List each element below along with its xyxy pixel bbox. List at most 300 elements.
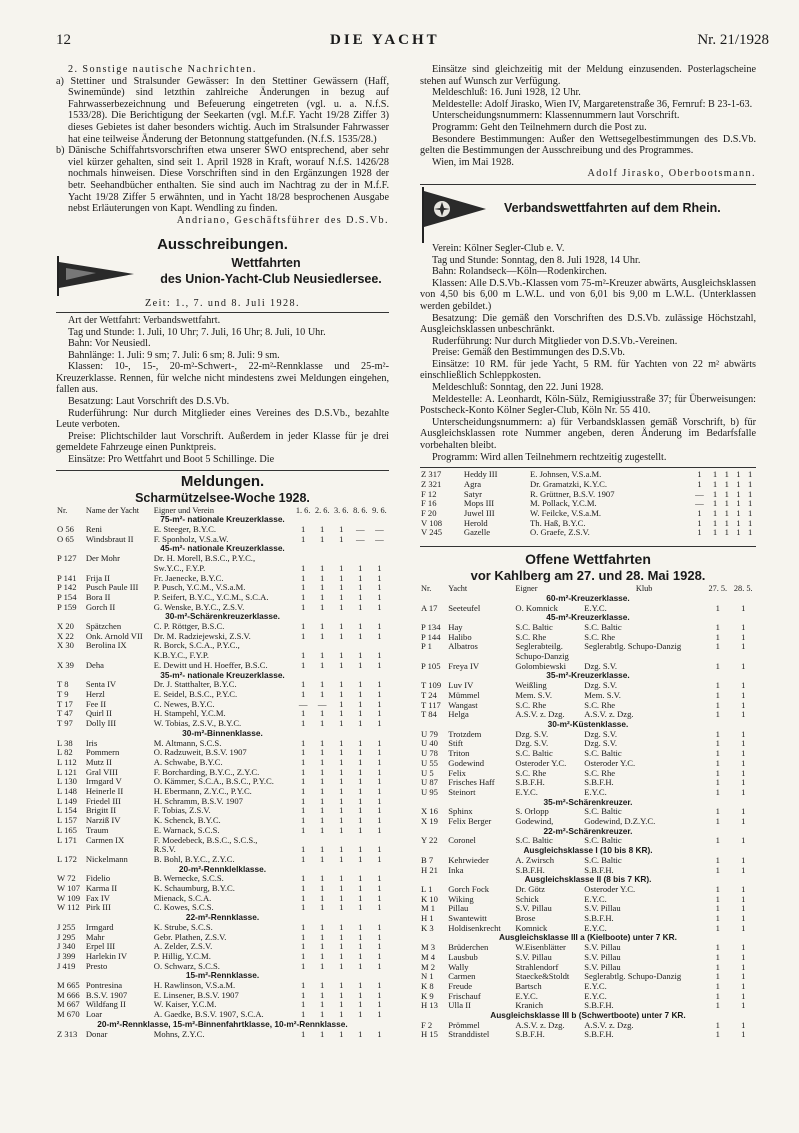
table-cell: E.Y.C. — [584, 990, 607, 1001]
table-cell: P. Hillig, Y.C.M. — [153, 950, 211, 961]
table-cell: 1 — [320, 941, 325, 952]
table-cell: 1 — [377, 921, 382, 932]
table-cell: U 79 — [421, 728, 438, 739]
table-cell: Helga — [448, 709, 469, 720]
class-heading: 35-m²-Kreuzerklasse. — [546, 670, 630, 681]
table-cell: 1 — [300, 747, 306, 758]
table-cell: 1 — [377, 989, 382, 1000]
table-cell: Gorch II — [85, 601, 116, 612]
table-cell: 1 — [724, 498, 729, 509]
table-cell: 1 — [358, 747, 363, 758]
table-cell: Z 321 — [421, 478, 442, 489]
table-cell: 1 — [300, 630, 306, 641]
table-cell: S.V. Pillau — [584, 903, 621, 914]
table-cell: Brüderchen — [448, 942, 489, 953]
table-cell: L 148 — [57, 786, 77, 797]
table-cell: P 142 — [57, 582, 77, 593]
table-cell: 1 — [300, 1028, 306, 1039]
table-cell: 1 — [741, 864, 746, 875]
table-cell: 1 — [377, 756, 382, 767]
table-cell: 1 — [358, 824, 363, 835]
table-cell: 1 — [358, 931, 363, 942]
table-cell: 1 — [712, 498, 718, 509]
table-cell: Osteroder Y.C. — [515, 757, 567, 768]
table-cell: Wiking — [448, 893, 474, 904]
table-cell: W. Tobias, Z.S.V., B.Y.C. — [153, 718, 242, 729]
table-cell: 1 — [320, 950, 325, 961]
table-cell: X 16 — [421, 806, 438, 817]
table-cell: 1 — [358, 892, 363, 903]
table-cell: 1 — [377, 659, 382, 670]
paragraph: Tag und Stunde: 1. Juli, 10 Uhr; 7. Juli, 16 Uhr; 8. Juli, 10 Uhr. — [68, 326, 326, 338]
table-cell: S. Orlopp — [515, 806, 549, 817]
table-cell: A.S.V. z. Dzg. — [515, 1019, 565, 1030]
table-cell: 1 — [320, 591, 325, 602]
table-cell: 1 — [300, 601, 306, 612]
table-cell: Prömmel — [448, 1019, 480, 1030]
table-cell: 1 — [741, 903, 746, 914]
table-cell: T 9 — [57, 688, 69, 699]
table-cell: Luv IV — [448, 680, 474, 691]
table-cell: Mahr — [85, 931, 105, 942]
table-cell: W 112 — [57, 902, 80, 913]
table-cell: 1 — [320, 756, 325, 767]
table-cell: Erpel III — [85, 941, 116, 952]
table-cell: 1 — [300, 533, 306, 544]
table-cell: 1 — [300, 950, 306, 961]
table-cell: 1 — [377, 1009, 382, 1020]
table-cell: P 159 — [57, 601, 77, 612]
table-cell: 1 — [320, 679, 325, 690]
table-cell: W. Feilcke, V.S.a.M. — [530, 508, 602, 519]
table-cell: 1 — [741, 680, 746, 691]
table-cell: W 107 — [57, 883, 80, 894]
table-cell: 1 — [339, 601, 344, 612]
table-cell: 1 — [377, 688, 382, 699]
table-cell: Freya IV — [448, 660, 480, 671]
paragraph: Unterscheidungsnummern: Klassennummern laut Vorschrift. — [432, 110, 680, 122]
table-cell: Schupo-Danzig — [515, 651, 569, 662]
table-cell: 1 — [715, 835, 720, 846]
table-cell: 1 — [747, 508, 753, 519]
table-cell: Coronel — [448, 835, 476, 846]
table-cell: 1 — [715, 621, 720, 632]
table-cell: 1 — [715, 767, 720, 778]
section-heading: Verbandswettfahrten auf dem Rhein. — [504, 200, 721, 215]
table-cell: 1 — [741, 961, 746, 972]
table-cell: Windsbraut II — [85, 533, 134, 544]
table-cell: Carmen — [448, 971, 476, 982]
table-cell: 1 — [377, 630, 382, 641]
table-cell: 1 — [300, 873, 306, 884]
table-cell: Pusch Paule III — [85, 582, 139, 593]
table-cell: T 24 — [421, 689, 437, 700]
class-heading: 30-m²-Küstenklasse. — [547, 718, 629, 729]
table-cell: 1 — [724, 527, 729, 538]
table-cell: 1 — [300, 524, 306, 535]
table-cell: 1 — [741, 922, 746, 933]
table-cell: 1 — [377, 718, 382, 729]
table-cell: Satyr — [463, 488, 482, 499]
table-cell: 1 — [358, 582, 363, 593]
table-cell: 1 — [339, 980, 344, 991]
table-cell: L 165 — [57, 824, 77, 835]
table-cell: 1 — [736, 517, 741, 528]
table-cell: Trotzdem — [448, 728, 482, 739]
table-cell: Senta IV — [85, 679, 117, 690]
table-cell: 1 — [339, 630, 344, 641]
table-cell: Onk. Arnold VII — [85, 630, 143, 641]
table-cell: Godewind, D.Z.Y.C. — [584, 816, 656, 827]
table-cell: U 87 — [421, 777, 438, 788]
class-heading: 35-m²-Schärenkreuzer. — [543, 796, 633, 807]
table-cell: M 670 — [57, 1009, 80, 1020]
table-cell: 1 — [358, 688, 363, 699]
table-cell: U 5 — [421, 767, 434, 778]
table-cell: Osteroder Y.C. — [584, 757, 636, 768]
table-cell: 1 — [715, 961, 720, 972]
table-cell: J 419 — [57, 960, 76, 971]
table-cell: 1 — [741, 757, 746, 768]
section-heading: Ausschreibungen. — [157, 236, 288, 254]
table-cell: 1 — [339, 572, 344, 583]
table-cell: Dzg. S.V. — [584, 680, 618, 691]
table-cell: 1 — [300, 999, 306, 1010]
table-cell: O. Kämmer, S.C.A., B.S.C., P.Y.C. — [153, 776, 274, 787]
table-cell: 1 — [358, 601, 363, 612]
table-cell: Dr. Götz — [515, 883, 545, 894]
table-cell: H 1 — [421, 913, 434, 924]
table-cell: Dzg. S.V. — [515, 738, 549, 749]
table-cell: 1 — [358, 980, 363, 991]
table-cell: Z 313 — [57, 1028, 78, 1039]
table-cell: Berolina IX — [85, 640, 127, 651]
table-cell: 1 — [300, 989, 306, 1000]
table-cell: E.Y.C. — [584, 980, 607, 991]
table-cell: 1 — [300, 815, 306, 826]
table-cell: 1 — [377, 980, 382, 991]
table-cell: E. Warnack, S.C.S. — [153, 824, 220, 835]
table-cell: 1 — [724, 469, 729, 480]
table-cell: Reni — [85, 524, 103, 535]
table-cell: 1 — [377, 621, 382, 632]
table-cell: 1 — [300, 572, 306, 583]
table-cell: M 667 — [57, 999, 80, 1010]
table-cell: Quirl II — [85, 708, 112, 719]
table-cell: X 22 — [57, 630, 74, 641]
table-cell: Fidelio — [85, 873, 111, 884]
table-cell: 1 — [320, 1028, 325, 1039]
class-heading: 45-m²-Kreuzerklasse. — [546, 612, 630, 623]
table-cell: 1 — [320, 815, 325, 826]
paragraph: Meldeschluß: 16. Juni 1928, 12 Uhr. — [432, 87, 581, 99]
table-row — [420, 642, 756, 652]
table-cell: 1 — [358, 679, 363, 690]
divider — [420, 467, 756, 468]
table-cell: 1 — [339, 756, 344, 767]
column-header: Nr. — [57, 505, 68, 515]
table-cell: O. Komnick — [515, 602, 558, 613]
table-cell: 1 — [300, 892, 306, 903]
table-cell: 1 — [747, 478, 753, 489]
table-cell: 1 — [715, 689, 720, 700]
table-cell: B. Wernecke, S.C.S. — [153, 873, 224, 884]
table-cell: A.S.V. z. Dzg. — [515, 709, 565, 720]
table-cell: 1 — [736, 478, 741, 489]
table-cell: 1 — [300, 931, 306, 942]
table-cell: 1 — [339, 650, 344, 661]
table-cell: E. Linsener, B.S.V. 1907 — [153, 989, 239, 1000]
table-cell: 1 — [358, 572, 363, 583]
table-cell: L 38 — [57, 737, 73, 748]
table-cell: Irmgard — [85, 921, 114, 932]
table-cell: 1 — [377, 805, 382, 816]
table-cell: 1 — [747, 488, 753, 499]
table-cell: 1 — [300, 708, 306, 719]
table-cell: Harlekin IV — [85, 950, 128, 961]
table-cell: Herzl — [85, 688, 105, 699]
table-cell: 1 — [339, 921, 344, 932]
table-cell: 1 — [320, 786, 325, 797]
table-cell: Gebr. Plathen, Z.S.V. — [153, 931, 227, 942]
class-heading: 60-m²-Kreuzerklasse. — [546, 592, 630, 603]
table-cell: H. Ebermann, Z.Y.C., P.Y.C. — [153, 786, 252, 797]
table-cell: Pontresina — [85, 980, 123, 991]
table-cell: 1 — [320, 999, 325, 1010]
table-cell: 1 — [320, 931, 325, 942]
table-cell: 1 — [377, 1028, 382, 1039]
table-cell: J 340 — [57, 941, 76, 952]
table-cell: M 1 — [421, 903, 436, 914]
table-cell: 1 — [339, 1009, 344, 1020]
table-cell: C. Kowes, S.C.S. — [153, 902, 214, 913]
table-cell: X 39 — [57, 659, 74, 670]
table-cell: Osteroder Y.C. — [584, 883, 636, 894]
table-cell: S.B.F.H. — [584, 913, 614, 924]
table-cell: A. Zelder, Z.S.V. — [153, 941, 213, 952]
paragraph: Bahn: Rolandseck—Köln—Rodenkirchen. — [432, 266, 607, 278]
table-cell: 1 — [377, 582, 382, 593]
paragraph: Meldestelle: A. Leonhardt, Köln-Sülz, Remigiusstraße 37; für Überweisungen: Postscheck-Konto Kölner Segler-Club, Köln Nr. 55 410. — [420, 393, 756, 417]
table-cell: A. Gaedke, B.S.V. 1907, S.C.A. — [153, 1009, 264, 1020]
table-cell: S.C. Baltic — [515, 835, 553, 846]
table-cell: C. P. Röttger, B.S.C. — [153, 621, 225, 632]
table-cell: Brigitt II — [85, 805, 117, 816]
table-cell: S.B.F.H. — [515, 864, 545, 875]
table-cell: Dzg. S.V. — [584, 738, 618, 749]
table-cell: S.B.F.H. — [584, 1000, 614, 1011]
table-cell: 1 — [339, 795, 344, 806]
table-cell: 1 — [741, 621, 746, 632]
paragraph: Meldeschluß: Sonntag, den 22. Juni 1928. — [432, 382, 604, 394]
table-cell: Fee II — [85, 698, 107, 709]
table-cell: — — [375, 524, 384, 535]
table-cell: Stift — [448, 738, 464, 749]
table-cell: Lausbub — [448, 951, 478, 962]
table-row — [420, 528, 756, 538]
table-cell: L 82 — [57, 747, 73, 758]
table-cell: 1 — [741, 786, 746, 797]
table-cell: 1 — [358, 815, 363, 826]
table-cell: 1 — [715, 631, 720, 642]
table-cell: 1 — [300, 562, 306, 573]
table-cell: 1 — [747, 498, 753, 509]
table-cell: 1 — [358, 805, 363, 816]
table-cell: 1 — [320, 747, 325, 758]
table-cell: 1 — [320, 873, 325, 884]
table-cell: E.Y.C. — [515, 990, 538, 1001]
table-cell: 1 — [320, 844, 325, 855]
table-cell: 1 — [712, 478, 718, 489]
paragraph: Besondere Bestimmungen: Außer den Wettsegelbestimmungen des D.S.Vb. gelten die Bestimmungen der Ausschreibung und des Programmes. — [420, 133, 756, 157]
table-cell: — — [695, 498, 704, 509]
table-cell: 1 — [377, 960, 382, 971]
table-cell: L 172 — [57, 853, 77, 864]
table-cell: M. Pollack, Y.C.M. — [530, 498, 597, 509]
table-cell: 1 — [715, 990, 720, 1001]
class-heading: 22-m²-Schärenkreuzer. — [543, 825, 633, 836]
table-cell: Swantewitt — [448, 913, 487, 924]
table-cell: 1 — [320, 989, 325, 1000]
table-cell: P 127 — [57, 553, 77, 564]
table-cell: 1 — [320, 921, 325, 932]
table-cell: 1 — [358, 1028, 363, 1039]
table-cell: S.B.F.H. — [584, 777, 614, 788]
table-cell: 1 — [697, 508, 702, 519]
table-cell: 1 — [377, 650, 382, 661]
table-cell: 1 — [300, 718, 306, 729]
table-cell: 1 — [300, 659, 306, 670]
table-cell: X 30 — [57, 640, 74, 651]
table-cell: 1 — [741, 699, 746, 710]
paragraph: Besatzung: Laut Vorschrift des D.S.Vb. — [68, 396, 230, 408]
table-cell: Juwel III — [463, 508, 495, 519]
divider — [56, 470, 389, 471]
table-cell: 1 — [300, 766, 306, 777]
table-cell: Pillau — [448, 903, 469, 914]
table-cell: Stranddistel — [448, 1029, 490, 1040]
table-cell: S.C. Rhe — [515, 631, 547, 642]
table-cell: 1 — [715, 816, 720, 827]
table-cell: 1 — [724, 488, 729, 499]
table-cell: 1 — [320, 892, 325, 903]
entries-table — [56, 506, 389, 1040]
table-cell: 1 — [715, 854, 720, 865]
table-cell: T 8 — [57, 679, 69, 690]
event-title: Wettfahrten — [231, 256, 301, 271]
table-cell: 1 — [339, 621, 344, 632]
table-cell: 1 — [741, 709, 746, 720]
table-cell: Wally — [448, 961, 469, 972]
table-cell: Mohns, Z.Y.C. — [153, 1028, 205, 1039]
table-cell: 1 — [358, 776, 363, 787]
class-heading: Ausgleichsklasse III b (Schwertboote) unter 7 KR. — [490, 1010, 686, 1021]
table-cell: 1 — [358, 766, 363, 777]
continued-lines — [420, 64, 756, 157]
table-cell: S.C. Baltic — [584, 748, 622, 759]
table-cell: 1 — [736, 469, 741, 480]
table-cell: S.C. Baltic — [584, 621, 622, 632]
table-cell: 1 — [715, 1029, 720, 1040]
club-flag-block — [420, 187, 756, 243]
table-cell: 1 — [377, 941, 382, 952]
table-cell: Pommern — [85, 747, 120, 758]
table-cell: E.Y.C. — [584, 922, 607, 933]
table-cell: O. Radzuweit, B.S.V. 1907 — [153, 747, 247, 758]
table-cell: O. Graefe, Z.S.V. — [530, 527, 590, 538]
table-cell: N 1 — [421, 971, 434, 982]
table-cell: 1 — [741, 971, 746, 982]
table-cell: 1 — [358, 650, 363, 661]
table-cell: 1 — [300, 960, 306, 971]
paragraph: Klassen: 10-, 15-, 20-m²-Schwert-, 22-m²-Rennklasse und 25-m²-Kreuzerklasse. Rennen, für welche nicht mindestens zwei Meldungen eingehen, fallen aus. — [56, 361, 389, 396]
table-cell: Sphinx — [448, 806, 473, 817]
right-column — [420, 64, 756, 1040]
table-cell: M 2 — [421, 961, 436, 972]
table-cell: 1 — [697, 469, 702, 480]
table-cell: B.S.V. 1907 — [85, 989, 128, 1000]
paragraph: Preise: Gemäß den Bestimmungen des D.S.Vb. — [432, 347, 625, 359]
table-cell: 1 — [300, 737, 306, 748]
flag-icon — [420, 187, 490, 243]
table-cell: 1 — [339, 679, 344, 690]
table-cell: P 134 — [421, 621, 441, 632]
table-cell: 1 — [300, 902, 306, 913]
table-cell: 1 — [741, 913, 746, 924]
table-cell: H. Schramm, B.S.V. 1907 — [153, 795, 243, 806]
table-cell: 1 — [339, 1028, 344, 1039]
table-cell: Mienack, S.C.A. — [153, 892, 212, 903]
table-cell: 1 — [320, 960, 325, 971]
table-cell: F. Tobias, Z.S.V. — [153, 805, 211, 816]
table-cell: K 10 — [421, 893, 438, 904]
table-cell: 1 — [741, 854, 746, 865]
table-cell: U 55 — [421, 757, 438, 768]
table-cell: Dr. H. Morell, B.S.C., P.Y.C., — [153, 553, 256, 564]
section-heading: Meldungen. — [180, 472, 265, 490]
table-cell: Hay — [448, 621, 463, 632]
table-cell: S.C. Baltic — [515, 748, 553, 759]
table-cell: 1 — [697, 478, 702, 489]
table-cell: L 121 — [57, 766, 77, 777]
table-cell: 1 — [741, 1000, 746, 1011]
table-cell: 1 — [300, 688, 306, 699]
table-cell: 1 — [377, 795, 382, 806]
table-cell: M. Altmann, S.C.S. — [153, 737, 222, 748]
table-cell: J 399 — [57, 950, 76, 961]
table-cell: Dzg. S.V. — [584, 728, 618, 739]
table-cell: 1 — [320, 582, 325, 593]
table-cell: 1 — [724, 478, 729, 489]
table-cell: F. Borcharding, B.Y.C., Z.Y.C. — [153, 766, 260, 777]
table-title: Offene Wettfahrten — [525, 551, 651, 568]
table-cell: A 17 — [421, 602, 438, 613]
table-cell: 1 — [741, 748, 746, 759]
table-cell: 1 — [377, 844, 382, 855]
table-cell: Fax IV — [85, 892, 110, 903]
table-cell: 1 — [741, 942, 746, 953]
table-cell: S.V. Pillau — [584, 951, 621, 962]
table-cell: 1 — [715, 777, 720, 788]
table-cell: Pirk III — [85, 902, 111, 913]
table-cell: Nickelmann — [85, 853, 128, 864]
column-header: Eigner — [515, 584, 538, 594]
table-cell: 1 — [339, 591, 344, 602]
table-cell: E.Y.C. — [584, 602, 607, 613]
paragraph: Klassen: Alle D.S.Vb.-Klassen vom 75-m²-Kreuzer abwärts, Ausgleichsklassen von 4,50 bis 6,00 m L.W.L. und von 6,01 bis 9,00 m L.W.L. (Unterklassen werden gebildet.) — [420, 277, 756, 312]
table-cell: 1 — [320, 659, 325, 670]
table-cell: 1 — [300, 844, 306, 855]
